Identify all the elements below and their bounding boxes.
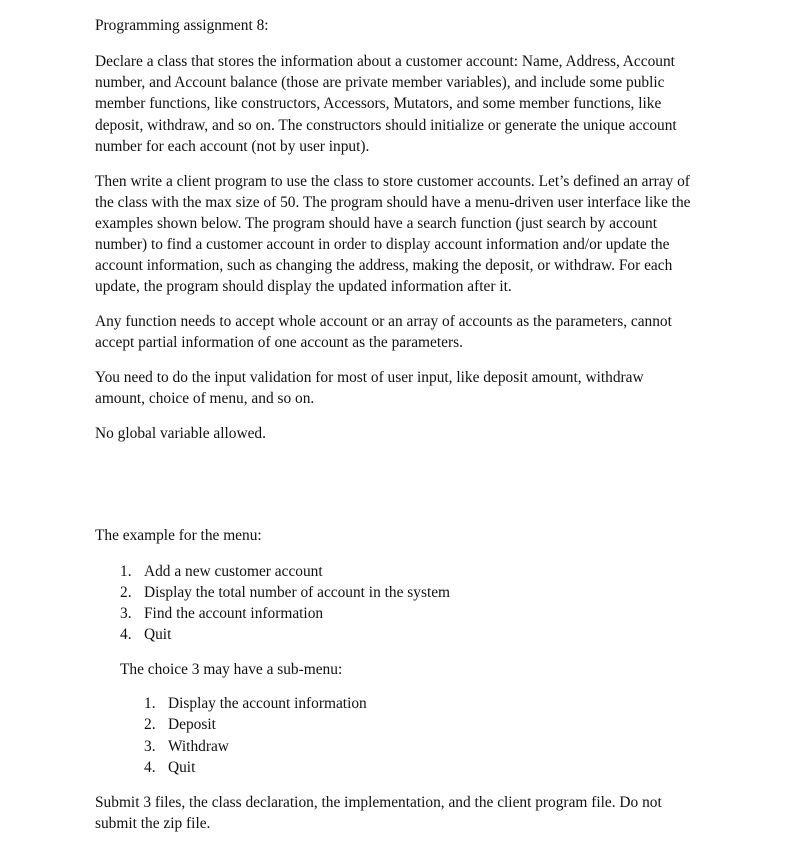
paragraph-line: submit the zip file. xyxy=(95,815,211,832)
menu-list-item: 1. Add a new customer account xyxy=(120,563,323,580)
paragraph-line: Submit 3 files, the class declaration, the implementation, and the client program file. Do not xyxy=(95,794,662,811)
document-title: Programming assignment 8: xyxy=(95,17,269,34)
paragraph-line: examples shown below. The program should have a search function (just search by account xyxy=(95,215,658,232)
paragraph-line: number for each account (not by user input). xyxy=(95,138,370,155)
submenu-list-item: 4. Quit xyxy=(144,759,196,776)
submenu-intro: The choice 3 may have a sub-menu: xyxy=(120,661,343,678)
paragraph-line: You need to do the input validation for most of user input, like deposit amount, withdraw xyxy=(95,369,644,386)
paragraph-line: Then write a client program to use the class to store customer accounts. Let’s defined an array of xyxy=(95,173,690,190)
paragraph-line: Any function needs to accept whole account or an array of accounts as the parameters, cannot xyxy=(95,313,672,330)
submenu-list-item: 3. Withdraw xyxy=(144,738,229,755)
paragraph-line: deposit, withdraw, and so on. The constructors should initialize or generate the unique account xyxy=(95,117,677,134)
paragraph-line: account information, such as changing the address, making the deposit, or withdraw. For each xyxy=(95,257,673,274)
paragraph-line: amount, choice of menu, and so on. xyxy=(95,390,315,407)
menu-intro: The example for the menu: xyxy=(95,527,262,544)
paragraph-line: No global variable allowed. xyxy=(95,425,266,442)
paragraph-line: the class with the max size of 50. The program should have a menu-driven user interface like the xyxy=(95,194,691,211)
paragraph-line: Declare a class that stores the information about a customer account: Name, Address, Account xyxy=(95,53,675,70)
paragraph-line: update, the program should display the updated information after it. xyxy=(95,278,512,295)
menu-list-item: 4. Quit xyxy=(120,626,172,643)
submenu-list-item: 2. Deposit xyxy=(144,716,216,733)
menu-list-item: 2. Display the total number of account in the system xyxy=(120,584,451,601)
paragraph-line: number, and Account balance (those are private member variables), and include some public xyxy=(95,74,665,91)
paragraph-line: member functions, like constructors, Accessors, Mutators, and some member functions, like xyxy=(95,95,662,112)
paragraph-line: number) to find a customer account in order to display account information and/or update the xyxy=(95,236,670,253)
menu-list-item: 3. Find the account information xyxy=(120,605,324,622)
paragraph-line: accept partial information of one account as the parameters. xyxy=(95,334,463,351)
submenu-list-item: 1. Display the account information xyxy=(144,695,367,712)
